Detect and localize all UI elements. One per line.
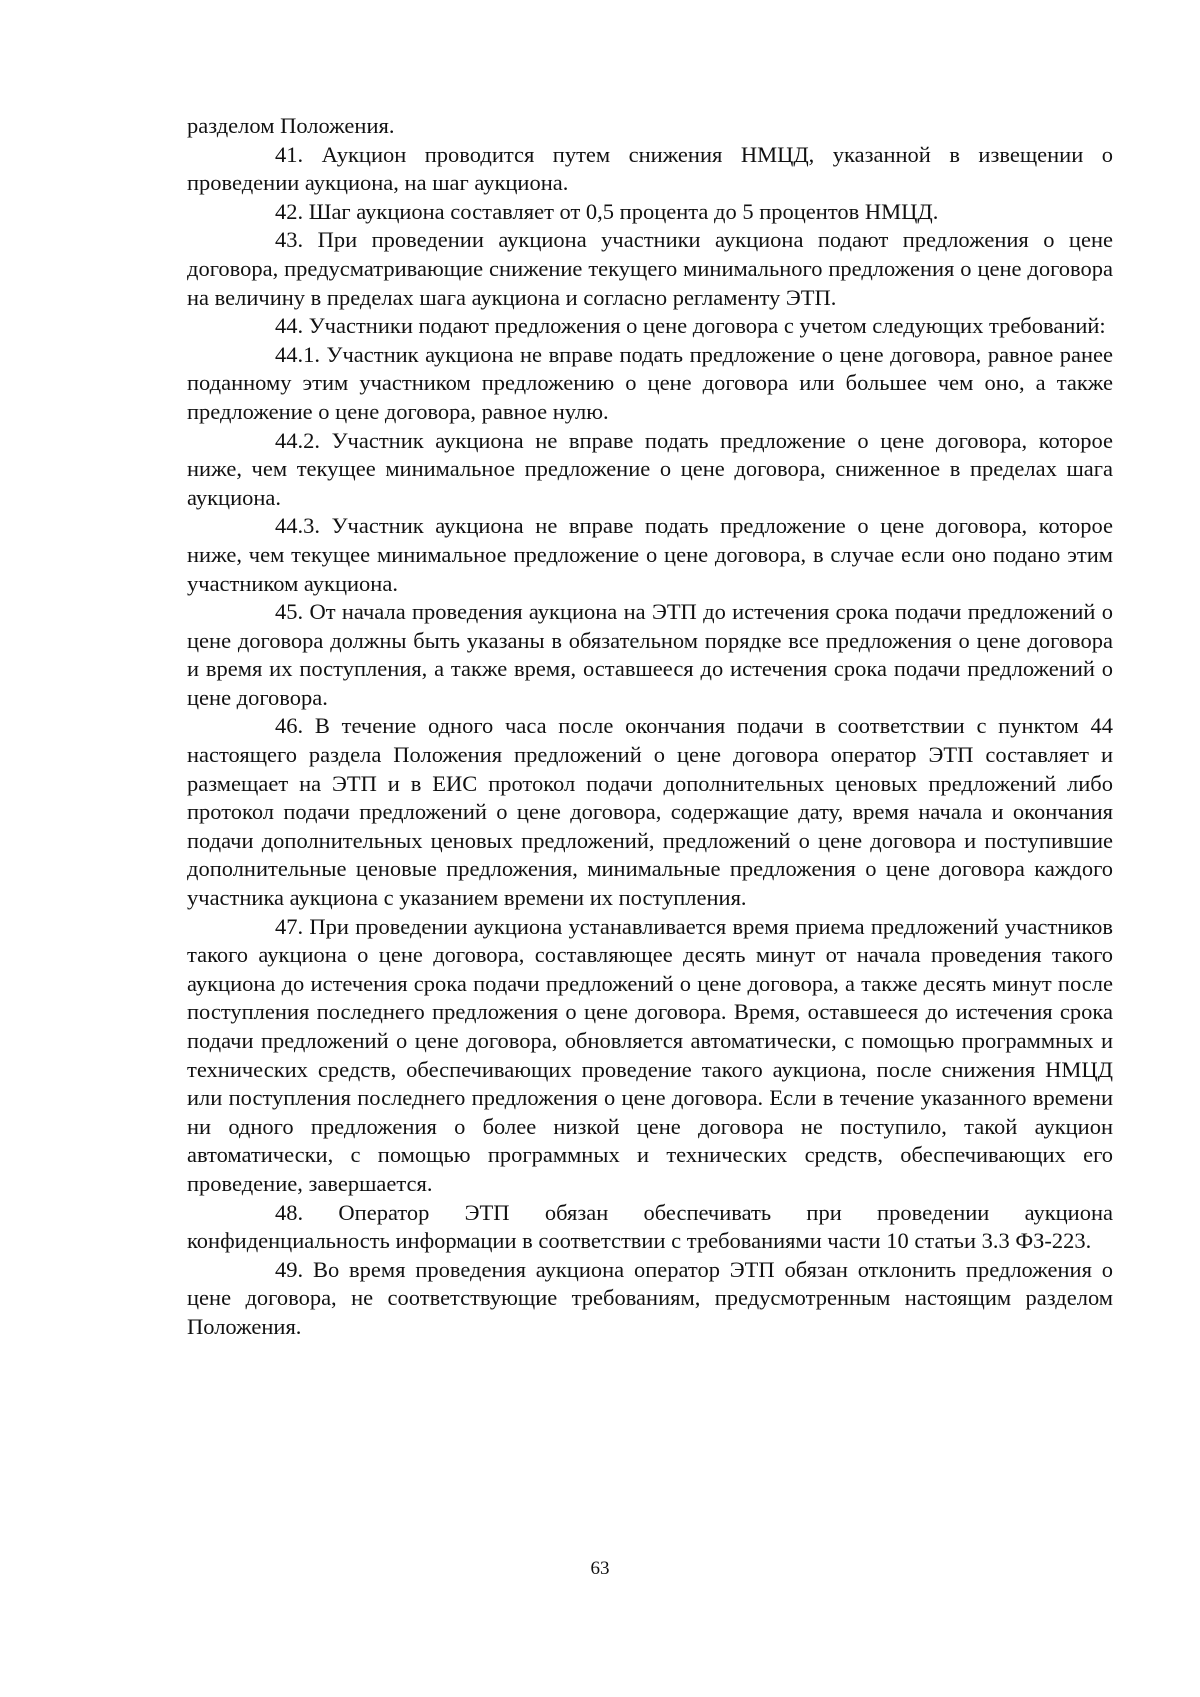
document-body (187, 112, 1113, 1342)
paragraph-44-1: 44.1. Участник аукциона не вправе подать предложение о цене договора, равное ранее поданному этим участником предложению о цене договора или большее чем оно, а также предложение о цене договора, равное нулю. (187, 341, 1113, 424)
paragraph-44-3: 44.3. Участник аукциона не вправе подать предложение о цене договора, которое ниже, чем текущее минимальное предложение о цене договора, в случае если оно подано этим участником аукциона. (187, 513, 1113, 596)
paragraph-42: 42. Шаг аукциона составляет от 0,5 процента до 5 процентов НМЦД. (275, 198, 939, 224)
paragraph-47: 47. При проведении аукциона устанавливается время приема предложений участников такого аукциона о цене договора, составляющее десять минут от начала проведения такого аукциона до истечения срока подачи предложений о цене договора, а также десять минут после поступления последнего предложения о цене договора. Время, оставшееся до истечения срока подачи предложений о цене договора, обновляется автоматически, с помощью программных и технических средств, обеспечивающих проведение такого аукциона, после снижения НМЦД или поступления последнего предложения о цене договора. Если в течение указанного времени ни одного предложения о более низкой цене договора не поступило, такой аукцион автоматически, с помощью программных и технических средств, обеспечивающих его проведение, завершается. (187, 913, 1113, 1196)
paragraph-44: 44. Участники подают предложения о цене договора с учетом следующих требований: (275, 313, 1106, 339)
paragraph-43: 43. При проведении аукциона участники аукциона подают предложения о цене договора, предусматривающие снижение текущего минимального предложения о цене договора на величину в пределах шага аукциона и согласно регламенту ЭТП. (187, 227, 1113, 310)
paragraph-44-2: 44.2. Участник аукциона не вправе подать предложение о цене договора, которое ниже, чем текущее минимальное предложение о цене договора, сниженное в пределах шага аукциона. (187, 427, 1113, 510)
paragraph-45: 45. От начала проведения аукциона на ЭТП до истечения срока подачи предложений о цене договора должны быть указаны в обязательном порядке все предложения о цене договора и время их поступления, а также время, оставшееся до истечения срока подачи предложений о цене договора. (187, 599, 1113, 710)
paragraph-41: 41. Аукцион проводится путем снижения НМЦД, указанной в извещении о проведении аукциона, на шаг аукциона. (187, 141, 1113, 196)
paragraph-49: 49. Во время проведения аукциона оператор ЭТП обязан отклонить предложения о цене договора, не соответствующие требованиям, предусмотренным настоящим разделом Положения. (187, 1256, 1113, 1339)
paragraph-continuation: разделом Положения. (187, 113, 395, 138)
paragraph-48: 48. Оператор ЭТП обязан обеспечивать при проведении аукциона конфиденциальность информации в соответствии с требованиями части 10 статьи 3.3 ФЗ-223. (187, 1199, 1113, 1254)
page-number: 63 (590, 1558, 610, 1579)
paragraph-46: 46. В течение одного часа после окончания подачи в соответствии с пунктом 44 настоящего раздела Положения предложений о цене договора оператор ЭТП составляет и размещает на ЭТП и в ЕИС протокол подачи дополнительных ценовых предложений либо протокол подачи предложений о цене договора, содержащие дату, время начала и окончания подачи дополнительных ценовых предложений, предложений о цене договора и поступившие дополнительные ценовые предложения, минимальные предложения о цене договора каждого участника аукциона с указанием времени их поступления. (187, 713, 1113, 911)
